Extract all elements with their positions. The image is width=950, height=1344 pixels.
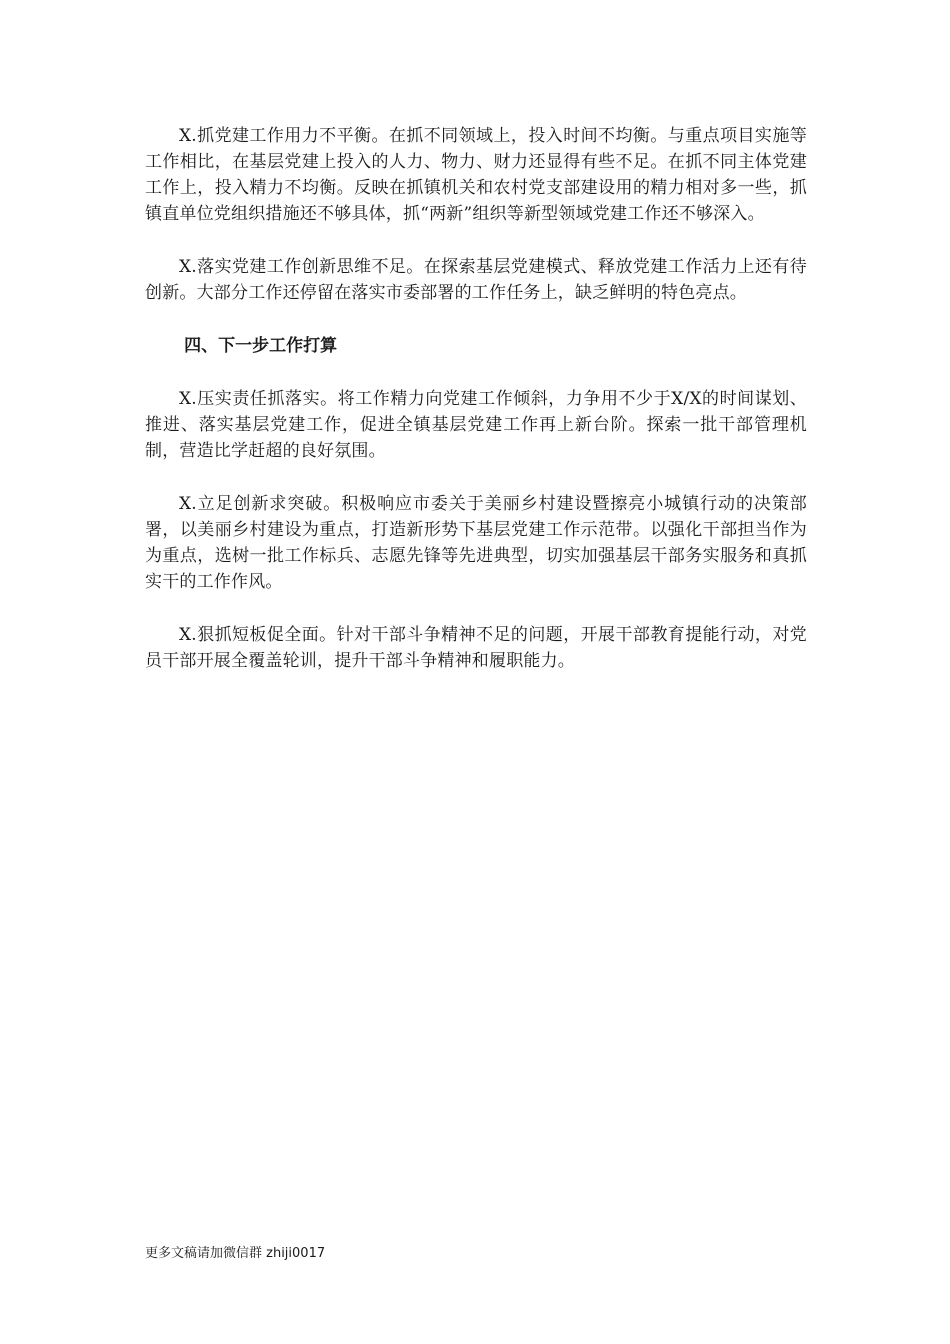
paragraph-imbalance: X.抓党建工作用力不平衡。在抓不同领域上，投入时间不均衡。与重点项目实施等工作相比，在基层党建上投入的人力、物力、财力还显得有些不足。在抓不同主体党建工作上，投入精力不均衡。反映在抓镇机关和农村党支部建设用的精力相对多一些，抓镇直单位党组织措施还不够具体，抓“两新”组织等新型领域党建工作还不够深入。 [145,126,807,224]
footer-note: 更多文稿请加微信群 zhiji0017 [145,1246,326,1261]
paragraph-shortcomings: X.狠抓短板促全面。针对干部斗争精神不足的问题，开展干部教育提能行动，对党员干部开展全覆盖轮训，提升干部斗争精神和履职能力。 [145,625,807,671]
section-heading: 四、下一步工作打算 [184,336,338,356]
paragraph-innovation-deficit: X.落实党建工作创新思维不足。在探索基层党建模式、释放党建工作活力上还有待创新。大部分工作还停留在落实市委部署的工作任务上，缺乏鲜明的特色亮点。 [145,257,807,303]
paragraph-responsibility: X.压实责任抓落实。将工作精力向党建工作倾斜，力争用不少于X/X的时间谋划、推进、落实基层党建工作，促进全镇基层党建工作再上新台阶。探索一批干部管理机制，营造比学赶超的良好氛围。 [145,389,807,461]
document-body [145,123,807,701]
paragraph-breakthrough: X.立足创新求突破。积极响应市委关于美丽乡村建设暨擦亮小城镇行动的决策部署，以美丽乡村建设为重点，打造新形势下基层党建工作示范带。以强化干部担当作为为重点，选树一批工作标兵、志愿先锋等先进典型，切实加强基层干部务实服务和真抓实干的工作作风。 [145,494,807,592]
